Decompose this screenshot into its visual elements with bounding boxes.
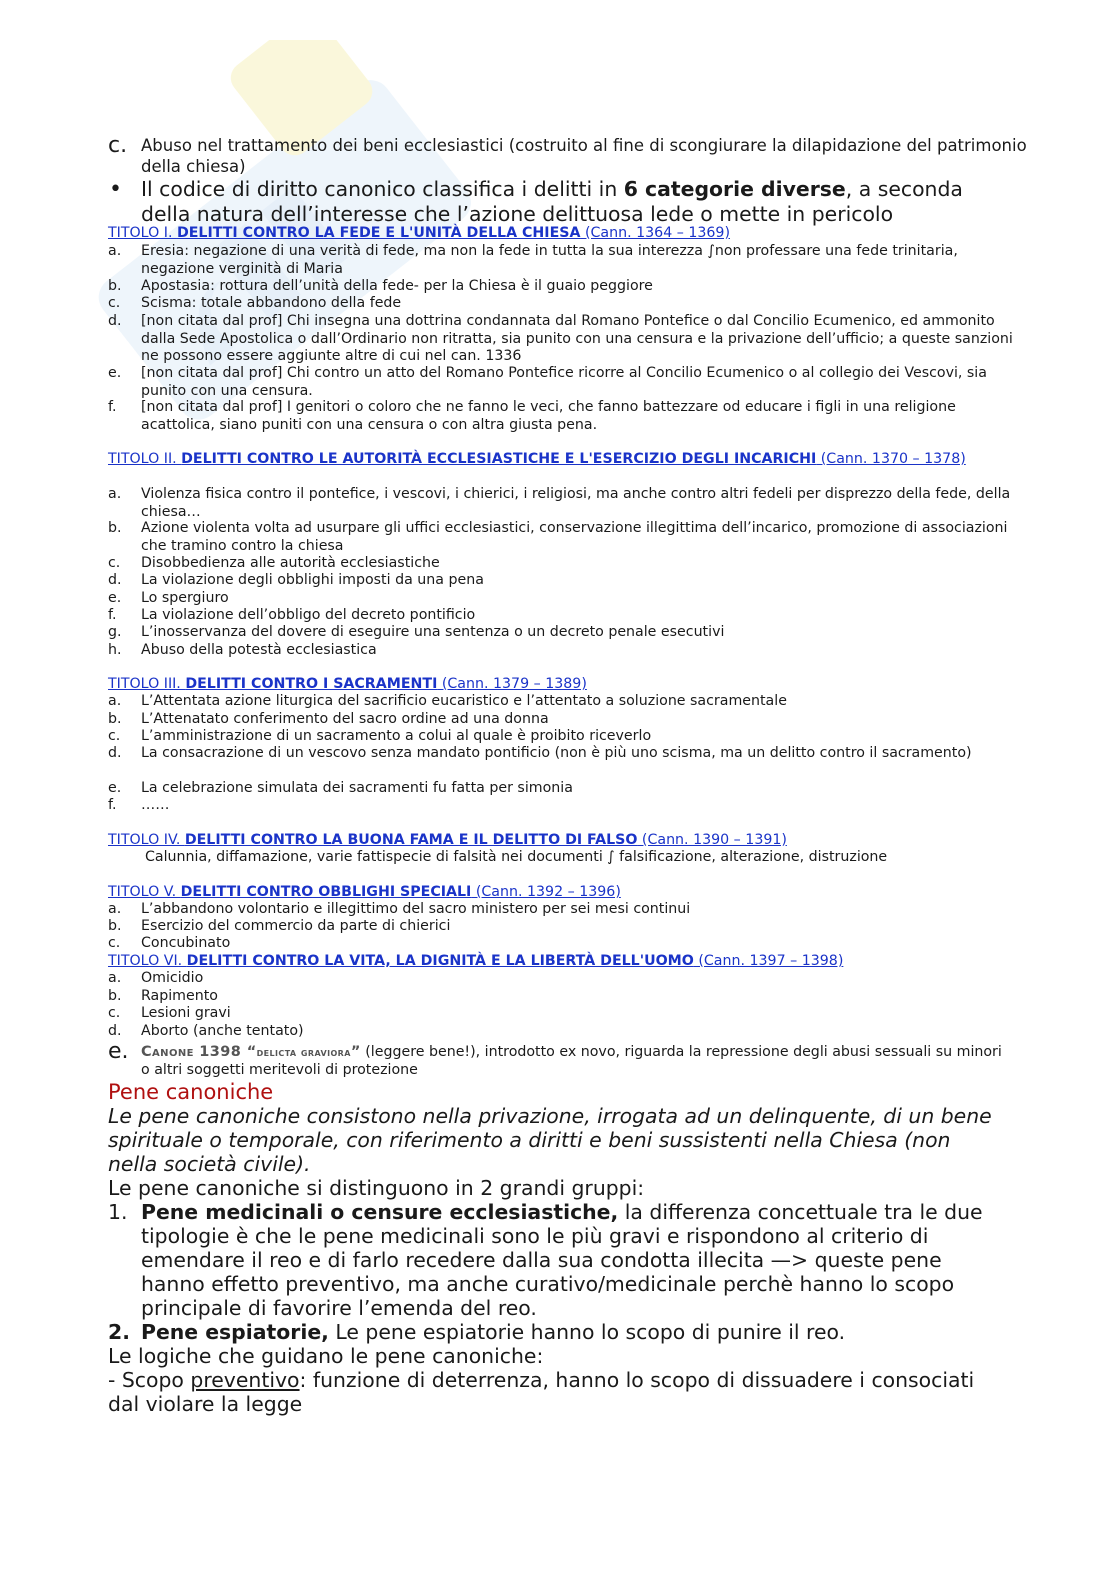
list-marker: a. <box>108 243 122 259</box>
list-item <box>108 399 1028 434</box>
titolo-prefix: TITOLO I. <box>108 225 177 241</box>
list-item <box>108 918 1028 936</box>
logics-intro: Le logiche che guidano le pene canoniche: <box>108 1344 544 1368</box>
titolo-name: DELITTI CONTRO LA FEDE E L'UNITÀ DELLA CHIESA <box>176 225 581 241</box>
list-marker: c. <box>108 728 121 744</box>
list-item-text: Lesioni gravi <box>141 1005 231 1021</box>
list-marker: a. <box>108 486 122 502</box>
titolo-3-heading[interactable] <box>108 676 587 694</box>
titolo-note: Calunnia, diffamazione, varie fattispecie di falsità nei documenti ∫ falsificazione, alterazione, distruzione <box>145 849 888 865</box>
dash-text: : funzione di deterrenza, hanno lo scopo di dissuadere i consociati dal violare la legge <box>108 1368 975 1416</box>
list-item <box>108 607 1028 625</box>
list-item-text: Abuso nel trattamento dei beni ecclesiastici (costruito al fine di scongiurare la dilapidazione del patrimonio della chiesa) <box>141 136 1027 176</box>
list-marker: b. <box>108 520 122 536</box>
list-item <box>108 555 1028 573</box>
numbered-item <box>108 1200 993 1320</box>
list-item-text: La consacrazione di un vescovo senza mandato pontificio (non è più uno scisma, ma un delitto contro il sacramento) <box>141 745 972 761</box>
titolo-name: DELITTI CONTRO LA BUONA FAMA E IL DELITTO DI FALSO <box>184 832 638 848</box>
list-item <box>108 295 1028 313</box>
titolo-canons: (Cann. 1392 – 1396) <box>471 884 621 900</box>
list-item-text: La violazione dell’obbligo del decreto pontificio <box>141 607 476 623</box>
list-item <box>108 780 1028 798</box>
list-item <box>108 728 1028 746</box>
list-marker: d. <box>108 745 122 761</box>
bullet-icon: • <box>109 177 122 202</box>
list-item <box>108 745 1028 763</box>
numbered-item-bold: Pene medicinali o censure ecclesiastiche, <box>141 1200 619 1224</box>
titolo-canons: (Cann. 1370 – 1378) <box>816 451 966 467</box>
titolo-5-heading[interactable] <box>108 884 621 902</box>
bullet-bold-text: 6 categorie diverse <box>623 177 846 201</box>
list-item-text: [non citata dal prof] Chi insegna una dottrina condannata dal Romano Pontefice o dal Concilio Ecumenico, ed ammonito dalla Sede Apostolica o dall’Ordinario non ritratta, sia punito con una censura e la privazione dell’ufficio; a queste sanzioni ne possono essere aggiunte altre di cui nel can. 1336 <box>141 313 1013 364</box>
titolo-6-heading[interactable] <box>108 953 843 971</box>
list-marker: e. <box>108 780 122 796</box>
list-item-text: Aborto (anche tentato) <box>141 1023 304 1039</box>
titolo-name: DELITTI CONTRO I SACRAMENTI <box>185 676 438 692</box>
list-item <box>108 486 1028 521</box>
list-item-text: Eresia: negazione di una verità di fede, ma non la fede in tutta la sua interezza ∫non professare una fede trinitaria, negazione verginità di Maria <box>141 243 958 277</box>
list-marker: b. <box>108 988 122 1004</box>
list-marker: b. <box>108 918 122 934</box>
list-item-text: Apostasia: rottura dell’unità della fede- per la Chiesa è il guaio peggiore <box>141 278 653 294</box>
list-item <box>108 642 1028 660</box>
list-item-text: L’amministrazione di un sacramento a colui al quale è proibito riceverlo <box>141 728 652 744</box>
titolo-1-heading[interactable] <box>108 225 730 243</box>
canone-label: delicta graviora <box>256 1045 351 1059</box>
canone-label: Canone 1398 “ <box>141 1044 257 1060</box>
list-item-text: L’Attentata azione liturgica del sacrificio eucaristico e l’attentato a soluzione sacramentale <box>141 693 787 709</box>
titolo-prefix: TITOLO IV. <box>108 832 185 848</box>
section-heading: Pene canoniche <box>108 1080 274 1104</box>
list-marker: g. <box>108 624 122 640</box>
dash-text: Scopo <box>115 1368 191 1392</box>
list-item-text: Scisma: totale abbandono della fede <box>141 295 402 311</box>
list-item-text: Esercizio del commercio da parte di chierici <box>141 918 451 934</box>
list-item-text: …… <box>141 797 170 813</box>
titolo-canons: (Cann. 1379 – 1389) <box>437 676 587 692</box>
list-marker: 1. <box>108 1200 128 1224</box>
list-marker: d. <box>108 1023 122 1039</box>
titolo-name: DELITTI CONTRO LE AUTORITÀ ECCLESIASTICHE E L'ESERCIZIO DEGLI INCARICHI <box>181 451 817 467</box>
list-item <box>108 1023 1028 1041</box>
numbered-item <box>108 1320 1008 1344</box>
list-item <box>108 572 1028 590</box>
numbered-item-text: Le pene espiatorie hanno lo scopo di punire il reo. <box>328 1320 846 1344</box>
numbered-item-bold: Pene espiatorie, <box>141 1320 329 1344</box>
titolo-4-heading[interactable] <box>108 832 787 850</box>
list-item <box>108 797 1028 815</box>
titolo-prefix: TITOLO V. <box>108 884 181 900</box>
titolo-name: DELITTI CONTRO OBBLIGHI SPECIALI <box>180 884 472 900</box>
list-item <box>108 693 1028 711</box>
bullet-item <box>108 177 988 227</box>
list-marker: b. <box>108 711 122 727</box>
list-item <box>108 711 1028 729</box>
list-marker: e. <box>108 1039 129 1064</box>
list-item <box>108 1005 1028 1023</box>
list-marker: a. <box>108 901 122 917</box>
dash-underlined-text: preventivo <box>190 1368 300 1392</box>
titolo-name: DELITTI CONTRO LA VITA, LA DIGNITÀ E LA LIBERTÀ DELL'UOMO <box>186 953 694 969</box>
list-item <box>108 278 1028 296</box>
list-item <box>108 988 1028 1006</box>
bullet-text: , a seconda della natura dell’interesse che l’azione delittuosa lede o mette in pericolo <box>141 177 963 226</box>
list-item-text: Lo spergiuro <box>141 590 229 606</box>
list-item-text: L’inosservanza del dovere di eseguire una sentenza o un decreto penale esecutivi <box>141 624 725 640</box>
list-marker: c. <box>108 295 121 311</box>
list-marker: c. <box>108 1005 121 1021</box>
list-marker: 2. <box>108 1320 130 1344</box>
titolo-prefix: TITOLO VI. <box>108 953 187 969</box>
groups-intro: Le pene canoniche si distinguono in 2 grandi gruppi: <box>108 1176 645 1200</box>
list-item <box>108 520 1028 555</box>
list-marker: c. <box>108 935 121 951</box>
list-marker: h. <box>108 642 122 658</box>
list-item-text: Violenza fisica contro il pontefice, i vescovi, i chierici, i religiosi, ma anche contro altri fedeli per disprezzo della fede, della chiesa… <box>141 486 1011 520</box>
list-item <box>108 935 1028 953</box>
dash-item <box>108 1368 993 1416</box>
list-item-text: Abuso della potestà ecclesiastica <box>141 642 377 658</box>
list-item <box>108 243 1028 278</box>
list-item-text: Rapimento <box>141 988 218 1004</box>
list-item <box>108 365 1028 400</box>
canone-label: ” <box>350 1044 361 1060</box>
list-item-text: La celebrazione simulata dei sacramenti fu fatta per simonia <box>141 780 573 796</box>
list-marker: a. <box>108 693 122 709</box>
list-item-text: Disobbedienza alle autorità ecclesiastiche <box>141 555 440 571</box>
numbered-item-text: la differenza concettuale tra le due tipologie è che le pene medicinali sono le più gravi e rispondono al criterio di emendare il reo e di farlo recedere dalla sua condotta illecita —> queste pene hanno effetto preventivo, ma anche curativo/medicinale perchè hanno lo scopo principale di favorire l’emenda del reo. <box>141 1200 983 1320</box>
titolo-canons: (Cann. 1364 – 1369) <box>580 225 730 241</box>
list-marker: b. <box>108 278 122 294</box>
list-item-text: La violazione degli obblighi imposti da una pena <box>141 572 484 588</box>
titolo-2-heading[interactable] <box>108 451 978 469</box>
list-marker: c. <box>108 555 121 571</box>
list-marker: d. <box>108 313 122 329</box>
list-item-text: Azione violenta volta ad usurpare gli uffici ecclesiastici, conservazione illegittima dell’incarico, promozione di associazioni che tramino contro la chiesa <box>141 520 1008 554</box>
list-marker: f. <box>108 399 117 415</box>
list-item <box>108 901 1028 919</box>
list-marker: e. <box>108 365 122 381</box>
titolo-prefix: TITOLO III. <box>108 676 186 692</box>
list-item <box>108 624 1028 642</box>
list-marker: c. <box>108 133 128 158</box>
list-item <box>108 135 1028 177</box>
list-marker: f. <box>108 607 117 623</box>
list-item-text: Concubinato <box>141 935 231 951</box>
list-item-text: L’abbandono volontario e illegittimo del sacro ministero per sei mesi continui <box>141 901 691 917</box>
list-item-text: L’Attenatato conferimento del sacro ordine ad una donna <box>141 711 549 727</box>
list-marker: a. <box>108 970 122 986</box>
list-marker: f. <box>108 797 117 813</box>
list-item-text: (leggere bene!), introdotto ex novo, riguarda la repressione degli abusi sessuali su minori o altri soggetti meritevoli di protezione <box>141 1044 1002 1078</box>
list-item <box>108 313 1028 366</box>
list-item-text: [non citata dal prof] Chi contro un atto del Romano Pontefice ricorre al Concilio Ecumenico o al collegio dei Vescovi, sia punito con una censura. <box>141 365 987 399</box>
list-item <box>108 1039 1008 1079</box>
bullet-text: Il codice di diritto canonico classifica i delitti in <box>141 177 624 201</box>
titolo-canons: (Cann. 1390 – 1391) <box>637 832 787 848</box>
list-item-text: Omicidio <box>141 970 204 986</box>
list-item <box>108 590 1028 608</box>
titolo-prefix: TITOLO II. <box>108 451 182 467</box>
titolo-canons: (Cann. 1397 – 1398) <box>693 953 844 969</box>
definition-paragraph: Le pene canoniche consistono nella privazione, irrogata ad un delinquente, di un bene spirituale o temporale, con riferimento a diritti e beni sussistenti nella Chiesa (non nella società civile). <box>108 1104 992 1176</box>
list-item <box>108 970 1028 988</box>
list-item-text: [non citata dal prof] I genitori o coloro che ne fanno le veci, che fanno battezzare od educare i figli in una religione acattolica, siano puniti con una censura o con altra giusta pena. <box>141 399 956 433</box>
dash-marker: - <box>108 1368 116 1392</box>
list-marker: d. <box>108 572 122 588</box>
list-marker: e. <box>108 590 122 606</box>
